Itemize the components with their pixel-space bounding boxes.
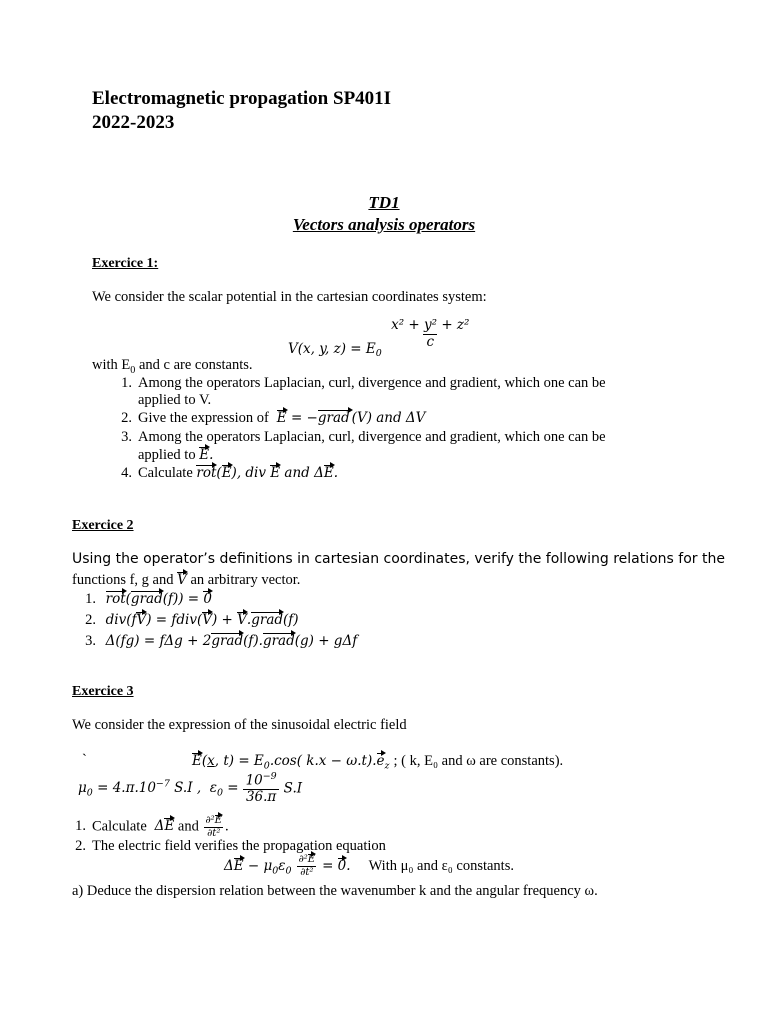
course-year: 2022-2023 — [92, 112, 175, 133]
td-subtitle: Vectors analysis operators — [292, 215, 476, 234]
ex3-question-2: 2. The electric field verifies the propagation equation — [75, 838, 386, 854]
constants-note: with $E_0$ and c are constants. — [92, 357, 253, 376]
ex3-question-1: 1. Calculate ΔE and $\frac{\text{∂²E}}{\text{∂t²}}$ . — [75, 815, 229, 839]
exercise-3-intro: We consider the expression of the sinusoidal electric field — [72, 717, 407, 733]
ex2-relation-1: 1. rot(grad(f)) = 0 — [85, 591, 213, 607]
electric-field-expression: E(x, $t) = E_0.\cos$( $k.x - \omega.t).e_z$ ; ( k, E₀ and ω are constants). — [192, 753, 564, 772]
ex1-question-2: 2. Give the expression of E = −grad (V) and ΔV — [121, 410, 426, 426]
ex1-question-1: 1. Among the operators Laplacian, curl, divergence and gradient, which one can be — [121, 375, 606, 391]
constants-mu-epsilon: $\mu_0 = 4.\pi.10^{-7}$ S.I , $\varepsilon_0$ = $\frac{10^{-9}}{36.\pi}$ S.I — [78, 771, 303, 806]
ex2-relation-3: 3. Δ(fg) = fΔg + 2grad(f).grad(g) + gΔf — [85, 633, 358, 649]
ex3-question-a: a) Deduce the dispersion relation between the wavenumber k and the angular frequency ω. — [72, 883, 598, 899]
ex1-question-4: 4. Calculate rot(E), div E and ΔE. — [121, 465, 339, 481]
exercise-2-heading: Exercice 2 — [72, 518, 134, 533]
exercise-1-intro: We consider the scalar potential in the cartesian coordinates system: — [92, 289, 487, 305]
exercise-2-intro-cont: functions f, g and V an arbitrary vector. — [72, 572, 301, 588]
ex1-question-3-cont: applied to E. — [138, 447, 214, 463]
exercise-1-heading: Exercice 1: — [92, 256, 159, 271]
ex1-question-3: 3. Among the operators Laplacian, curl, divergence and gradient, which one can be — [121, 429, 606, 445]
propagation-equation: $\Delta E - \mu_0\varepsilon_0$ $\frac{\text{∂²E}}{\text{∂t²}}$ = 0. With μ₀ and ε₀ constants. — [224, 854, 514, 878]
backtick-mark: ` — [82, 752, 87, 768]
course-title: Electromagnetic propagation SP401I — [92, 88, 392, 109]
td-number: TD1 — [368, 193, 400, 212]
exercise-2-intro: Using the operator’s definitions in cartesian coordinates, verify the following relations for the — [72, 551, 725, 567]
potential-formula: V(x, y, $z) = E_0$ $\frac{\text{x² + y² + z²}}{c}$ — [288, 317, 470, 360]
exercise-3-heading: Exercice 3 — [72, 684, 134, 699]
ex2-relation-2: 2. div(fV) = fdiv(V) + V.grad(f) — [85, 612, 299, 628]
ex1-question-1-cont: applied to V. — [138, 392, 212, 408]
